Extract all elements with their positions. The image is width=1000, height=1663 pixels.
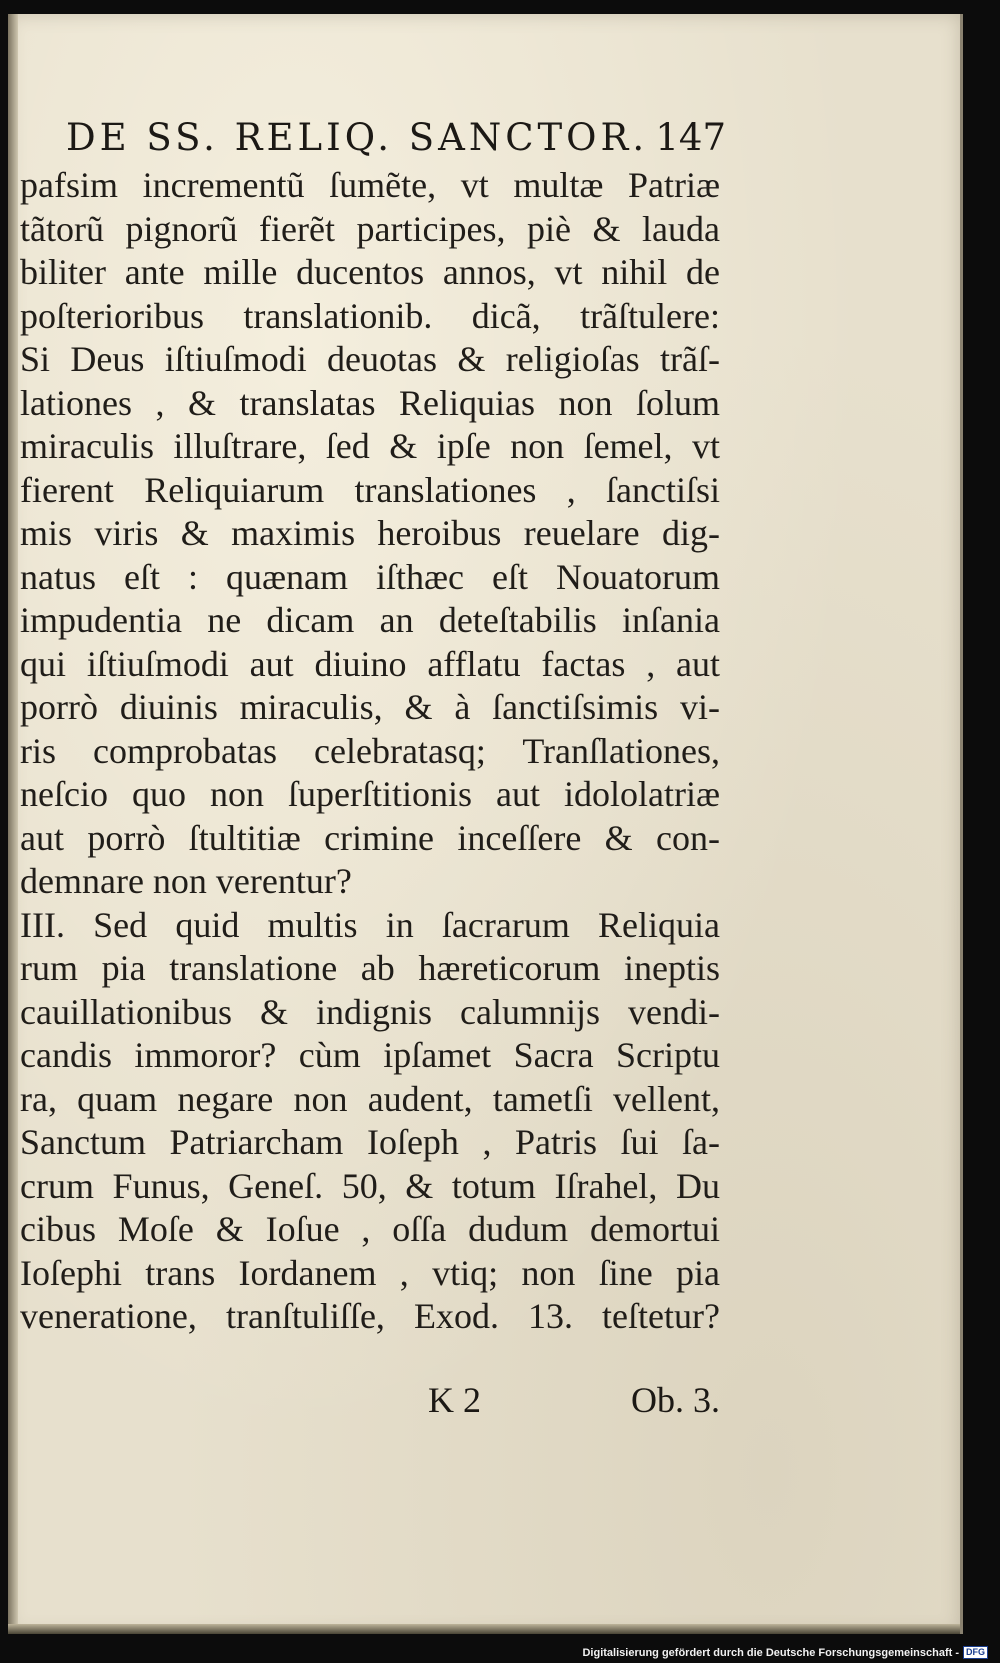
running-head: DE SS. RELIQ. SANCTOR. xyxy=(66,116,649,159)
signature-mark: K 2 xyxy=(428,1380,481,1420)
text-line: rum pia translatione ab hæreticorum ineptis xyxy=(20,948,720,988)
text-line: veneratione, tranſtuliſſe, Exod. 13. teſtetur? xyxy=(20,1296,720,1336)
text-line: cibus Moſe & Ioſue , oſſa dudum demortui xyxy=(20,1209,720,1249)
text-line: neſcio quo non ſuperſtitionis aut idololatriæ xyxy=(20,774,720,814)
book-page xyxy=(8,14,963,1634)
text-line: poſterioribus translationib. dicã, trãſtulere: xyxy=(20,295,720,336)
text-line: natus eſt : quænam iſthæc eſt Nouatorum xyxy=(20,556,720,597)
page-gutter xyxy=(8,14,18,1634)
text-line: aut porrò ſtultitiæ crimine inceſſere & con- xyxy=(20,817,720,858)
text-line: ris comprobatas celebratasq; Tranſlationes, xyxy=(20,730,720,771)
text-line: candis immoror? cùm ipſamet Sacra Scriptu xyxy=(20,1035,720,1075)
text-line: miraculis illuſtrare, ſed & ipſe non ſemel, vt xyxy=(20,426,720,466)
text-line: Si Deus iſtiuſmodi deuotas & religioſas trãſ- xyxy=(20,339,720,379)
text-line: ra, quam negare non audent, tametſi vellent, xyxy=(20,1078,720,1119)
text-line: demnare non verentur? xyxy=(20,861,352,901)
text-line: pafsim incrementũ ſumẽte, vt multæ Patriæ xyxy=(20,165,720,205)
section-start-line: III. Sed quid multis in ſacrarum Reliquia xyxy=(20,904,720,945)
text-line: impudentia ne dicam an deteſtabilis inſania xyxy=(20,600,720,640)
catchword: Ob. 3. xyxy=(631,1380,720,1420)
text-line: crum Funus, Geneſ. 50, & totum Iſrahel, Du xyxy=(20,1165,720,1206)
dfg-logo-icon: DFG xyxy=(963,1646,988,1659)
digitization-credit xyxy=(582,1646,988,1659)
page-number: 147 xyxy=(655,116,726,159)
text-line: biliter ante mille ducentos annos, vt nihil de xyxy=(20,252,720,292)
text-line: cauillationibus & indignis calumnijs vendi- xyxy=(20,991,720,1032)
text-line: tãtorũ pignorũ fierẽt participes, piè & lauda xyxy=(20,208,720,249)
text-line: fierent Reliquiarum translationes , ſanctiſsi xyxy=(20,469,720,510)
text-line: porrò diuinis miraculis, & à ſanctiſsimis vi- xyxy=(20,687,720,727)
credit-text: Digitalisierung gefördert durch die Deutsche Forschungsgemeinschaft - xyxy=(582,1646,959,1659)
page-header xyxy=(66,116,726,159)
text-line: mis viris & maximis heroibus reuelare dig- xyxy=(20,513,720,553)
text-line: Ioſephi trans Iordanem , vtiq; non ſine pia xyxy=(20,1252,720,1293)
text-line: Sanctum Patriarcham Ioſeph , Patris ſui ſa- xyxy=(20,1122,720,1162)
page-bottom-edge xyxy=(8,1624,960,1634)
text-line: qui iſtiuſmodi aut diuino afflatu factas , aut xyxy=(20,643,720,684)
text-line: lationes , & translatas Reliquias non ſolum xyxy=(20,382,720,423)
body-text xyxy=(20,164,720,1339)
